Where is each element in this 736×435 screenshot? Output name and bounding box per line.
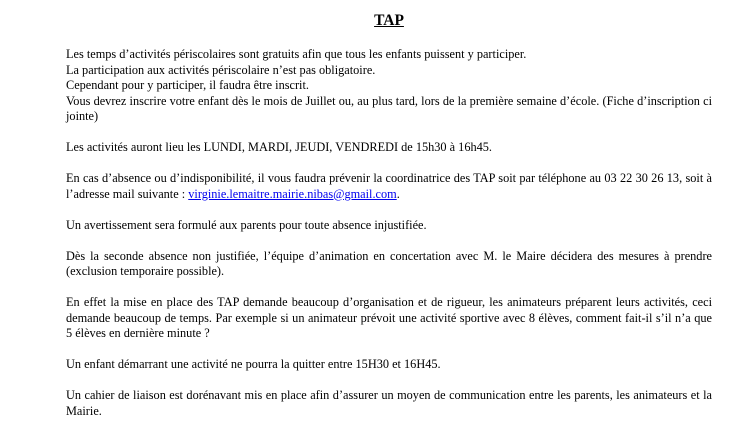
intro-line-enroll: Vous devrez inscrire votre enfant dès le mois de Juillet ou, au plus tard, lors de la première semaine d’école. (Fiche d’inscription ci jointe) — [66, 93, 712, 123]
coordinator-email-link[interactable]: virginie.lemaitre.mairie.nibas@gmail.com — [188, 186, 397, 201]
absence-contact-end: . — [396, 186, 400, 201]
paragraph-second-absence: Dès la seconde absence non justifiée, l’équipe d’animation en concertation avec M. le Maire décidera des mesures à prendre (exclusion temporaire possible). — [66, 248, 712, 278]
intro-line-registration: Cependant pour y participer, il faudra être inscrit. — [66, 78, 309, 92]
paragraph-liaison-book: Un cahier de liaison est dorénavant mis en place afin d’assurer un moyen de communication entre les parents, les animateurs et la Mairie. — [66, 388, 712, 418]
paragraph-absence-contact — [66, 171, 712, 202]
paragraph-intro — [66, 47, 712, 125]
absence-contact-text: En cas d’absence ou d’indisponibilité, il vous faudra prévenir la coordinatrice des TAP soit par téléphone au 03 22 30 26 13, soit à l’adresse mail suivante : — [66, 171, 712, 201]
paragraph-warning: Un avertissement sera formulé aux parents pour toute absence injustifiée. — [66, 217, 427, 232]
paragraph-schedule: Les activités auront lieu les LUNDI, MARDI, JEUDI, VENDREDI de 15h30 à 16h45. — [66, 140, 492, 154]
paragraph-leave-rule: Un enfant démarrant une activité ne pourra la quitter entre 15H30 et 16H45. — [66, 357, 441, 371]
document-page — [66, 12, 712, 435]
document-title: TAP — [374, 12, 404, 29]
paragraph-organisation: En effet la mise en place des TAP demande beaucoup d’organisation et de rigueur, les animateurs préparent leurs activités, ceci demande beaucoup de temps. Par exemple si un animateur prévoit une activité sportive avec 8 élèves, comment fait-il s’il n’a que 5 élèves en dernière minute ? — [66, 295, 712, 340]
intro-line-free: Les temps d’activités périscolaires sont gratuits afin que tous les enfants puissent y participer. — [66, 47, 527, 61]
intro-line-optional: La participation aux activités périscolaire n’est pas obligatoire. — [66, 62, 376, 77]
